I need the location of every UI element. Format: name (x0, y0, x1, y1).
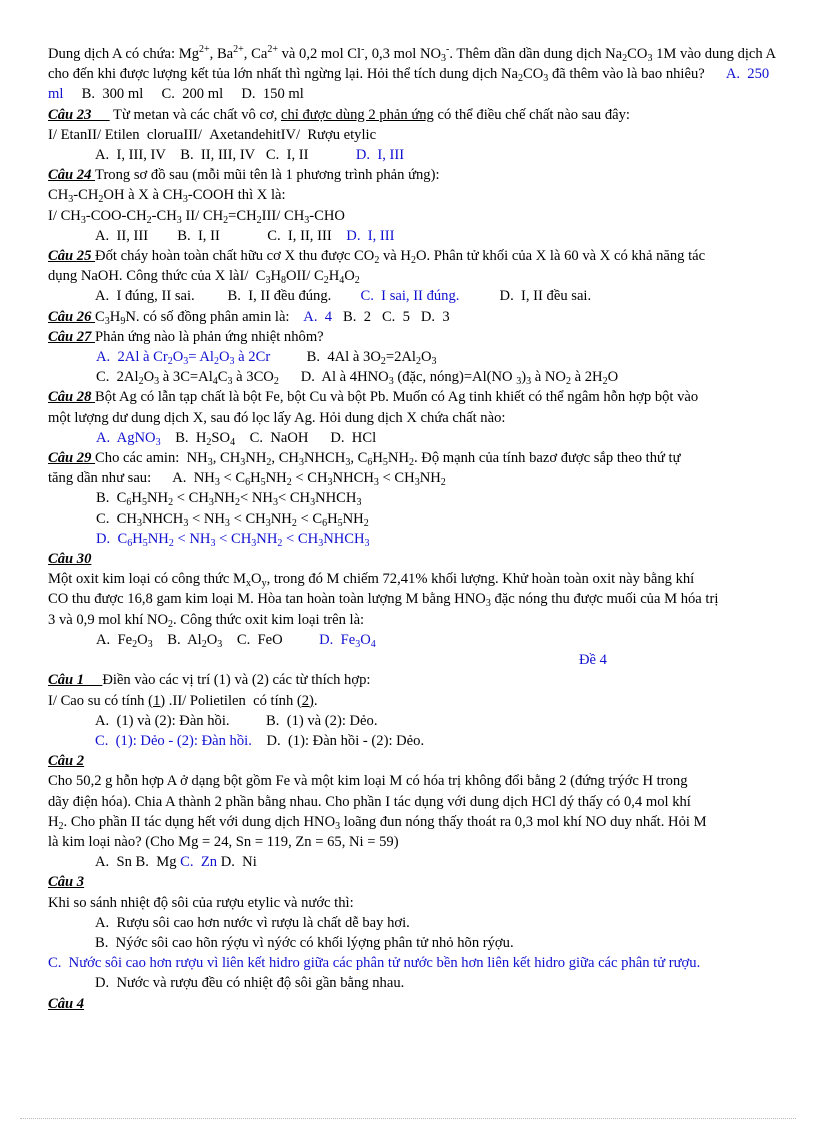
text-line: A. Rượu sôi cao hơn nước vì rượu là chất dễ bay hơi. (95, 914, 410, 931)
text-line: Câu 28 Bột Ag có lẫn tạp chất là bột Fe, bột Cu và bột Pb. Muốn có Ag tinh khiết có thể ngâm hỗn hợp bột vào (48, 389, 699, 406)
text-line: I/ Cao su có tính (1) .II/ Polietilen có tính (2). (48, 692, 318, 709)
text-line: Câu 2 (48, 753, 85, 770)
text-line: A. I đúng, II sai. B. I, II đều đúng. C. I sai, II đúng. D. I, II đều sai. (95, 288, 592, 305)
text-line: Câu 24 Trong sơ đồ sau (mỗi mũi tên là 1 phương trình phản ứng): (48, 167, 440, 184)
text-line: Câu 25 Đốt cháy hoàn toàn chất hữu cơ X thu được $CO_2$ và $H_2O$. Phân tử khối của X là 60 và X có khả năng tác (48, 248, 706, 267)
text-line: $H_2$. Cho phần II tác dụng hết với dung dịch $HNO_3$ loãng đun nóng thấy thoát ra 0,3 mol khí NO duy nhất. Hỏi M (48, 813, 707, 832)
text-line: A. Sn B. Mg C. Zn D. Ni (95, 854, 257, 871)
text-line: A. $Fe_2O_3$ B. $Al_2O_3$ C. FeO D. $Fe_3O_4$ (96, 631, 376, 650)
text-line: C. Nước sôi cao hơn rượu vì liên kết hidro giữa các phân tử nước bền hơn liên kết hidro giữa các phân tử rượu. (48, 955, 701, 972)
text-line: dụng NaOH. Công thức của X làI/ $C_3H_8OII/$ $C_2H_4O_2$ (48, 268, 360, 287)
text-line: Cho 50,2 g hỗn hợp A ở dạng bột gồm Fe và một kim loại M có hóa trị không đổi bằng 2 (đứng trýớc H trong (48, 773, 688, 790)
text-line: Dung dịch A có chứa: $Mg^{2+}$, $Ba^{2+}$, $Ca^{2+}$ và 0,2 mol Cl-, 0,3 mol $NO_3^-$. Thêm dần dần dung dịch $Na_2CO_3$ 1M vào dung dịch A cho đến khi được lượng kết tủa lớn nhất thì ngừng lại. Hỏi thể tích dung dịch $Na_2CO_3$ đã thêm vào là bao nhiêu? A. 250 ml B. 300 ml C. 200 ml D. 150 ml (48, 44, 776, 103)
text-line: A. AgNO$_3$ B. $H_2SO_4$ C. NaOH D. HCl (96, 429, 377, 448)
text-line: 3 và 0,9 mol khí $NO_2$. Công thức oxit kim loại trên là: (48, 611, 365, 630)
text-line: Một oxit kim loại có công thức $M_xO_y$, trong đó M chiếm 72,41% khối lượng. Khử hoàn toàn oxit này bằng khí (48, 571, 695, 590)
text-line: I/ EtanII/ Etilen cloruaIII/ AxetandehitIV/ Rượu etylic (48, 126, 377, 143)
text-line: A. (1) và (2): Đàn hồi. B. (1) và (2): Dẻo. (95, 712, 378, 729)
text-line: dãy điện hóa). Chia A thành 2 phần bằng nhau. Cho phần I tác dụng với dung dịch HCl dý thấy có 0,4 mol khí (48, 793, 691, 810)
text-line: A. 2Al à $Cr_2O_3= Al_2O_3$ à 2Cr B. 4Al à $3O_2=2Al_2O_3$ (96, 349, 437, 368)
text-line: Đề 4 (579, 652, 607, 669)
text-line: C. (1): Dẻo - (2): Đàn hồi. D. (1): Đàn hồi - (2): Dẻo. (95, 732, 425, 749)
text-line: CO thu được 16,8 gam kim loại M. Hòa tan hoàn toàn lượng M bằng $HNO_3$ đặc nóng thu được muối của M hóa trị (48, 591, 719, 610)
text-line: Câu 4 (48, 995, 85, 1012)
text-line: A. I, III, IV B. II, III, IV C. I, II D. I, III (95, 147, 405, 164)
text-line: một lượng dư dung dịch X, sau đó lọc lấy Ag. Hỏi dung dịch X chứa chất nào: (48, 409, 506, 426)
document-page (48, 44, 778, 1014)
text-line: I/ $CH_3-COO-CH_2-CH_3$ II/ $CH_2=CH_2III/$ $CH_3$-CHO (48, 207, 345, 226)
text-line: $CH_3-CH_2OH$ à X à $CH_3$-COOH thì X là: (48, 187, 286, 206)
text-line: A. II, III B. I, II C. I, II, III D. I, III (95, 227, 395, 244)
page-footer-divider (20, 1118, 796, 1119)
text-line: B. Nýớc sôi cao hõn rýợu vì nýớc có khối lýợng phân tử nhỏ hõn rýợu. (95, 934, 514, 951)
text-line: Câu 29 Cho các amin: $NH_3$, $CH_3NH_2$, $CH_3NHCH_3$, $C_6H_5NH_2$. Độ mạnh của tính bazơ được sắp theo thứ tự (48, 450, 681, 469)
text-line: Câu 26 $C_3H_9N$. có số đồng phân amin là: A. 4 B. 2 C. 5 D. 3 (48, 308, 450, 327)
text-line: Câu 3 (48, 874, 85, 891)
text-line: B. $C_6H_5NH_2 < CH_3NH_2< NH_3<$ $CH_3NHCH_3$ (96, 490, 362, 509)
text-line: C. $2Al_2O_3$ à $3C=Al_4C_3$ à $3CO_2$ D. Al à $4HNO_3$ (đặc, nóng)=Al(NO $_3)_3$ à $NO_2$ à $2H_2O$ (96, 369, 619, 388)
text-line: C. $CH_3NHCH_3 < NH_3 < CH_3NH_2 < C_6H_5NH_2$ (96, 510, 369, 529)
text-line: Câu 23 Từ metan và các chất vô cơ, chỉ được dùng 2 phản ứng có thể điều chế chất nào sau đây: (48, 106, 630, 123)
text-line: Câu 30 (48, 551, 92, 568)
text-line: Câu 1 Điền vào các vị trí (1) và (2) các từ thích hợp: (48, 672, 371, 689)
text-line: D. Nước và rượu đều có nhiệt độ sôi gần bằng nhau. (95, 975, 405, 992)
text-line: là kim loại nào? (Cho Mg = 24, Sn = 119, Zn = 65, Ni = 59) (48, 833, 399, 850)
text-line: tăng dần như sau: A. $NH_3 < C_6H_5NH_2$ < $CH_3NHCH_3 < CH_3NH_2$ (48, 470, 446, 489)
text-line: Khi so sánh nhiệt độ sôi của rượu etylic và nước thì: (48, 894, 354, 911)
text-line: Câu 27 Phản ứng nào là phản ứng nhiệt nhôm? (48, 328, 324, 345)
text-line: D. $C_6H_5NH_2 < NH_3 < CH_3NH_2$ < $CH_3NHCH_3$ (96, 530, 370, 549)
